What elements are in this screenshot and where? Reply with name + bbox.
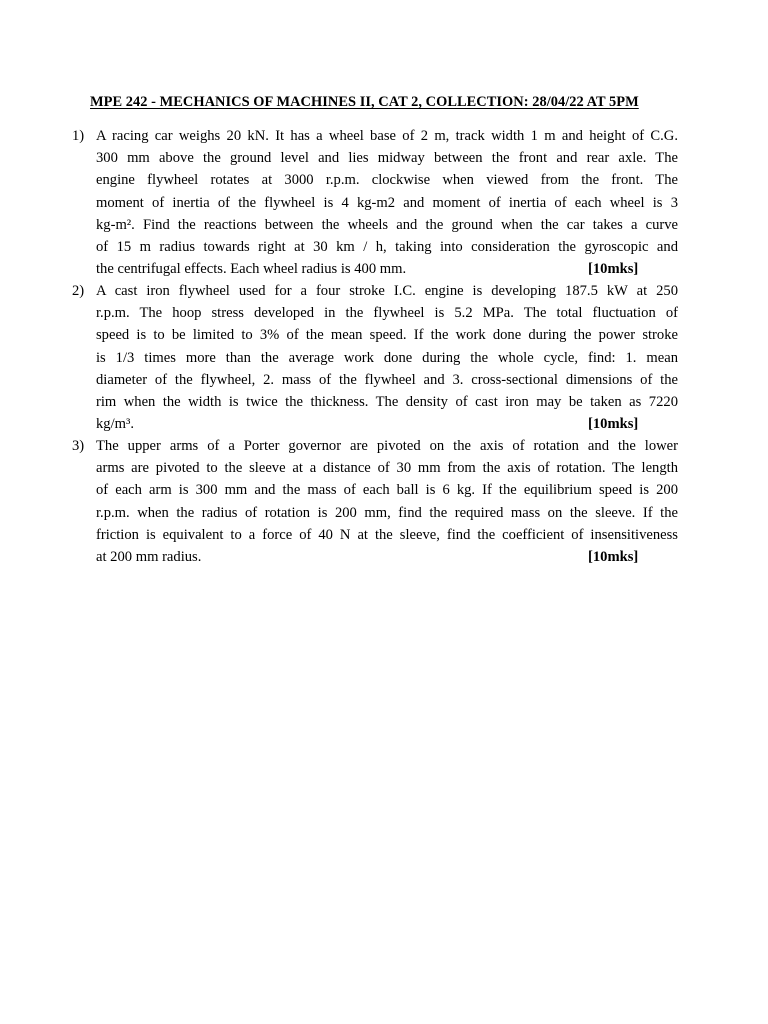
question-number: 1): [72, 128, 85, 144]
question-line: friction is equivalent to a force of 40 N at the sleeve, find the coefficient of insensitiveness: [96, 526, 678, 543]
question-line: arms are pivoted to the sleeve at a distance of 30 mm from the axis of rotation. The length: [96, 460, 678, 477]
question-line: diameter of the flywheel, 2. mass of the flywheel and 3. cross-sectional dimensions of the: [96, 371, 678, 388]
question-last-line: [96, 258, 678, 280]
question-line: kg-m². Find the reactions between the wheels and the ground when the car takes a curve: [96, 216, 678, 233]
question-line: r.p.m. when the radius of rotation is 200 mm, find the required mass on the sleeve. If the: [96, 504, 678, 521]
marks-label: [10mks]: [588, 548, 639, 565]
question-number: 3): [72, 438, 85, 454]
question-body: [96, 125, 678, 280]
question-body: [96, 280, 678, 435]
question-line: of each arm is 300 mm and the mass of each ball is 6 kg. If the equilibrium speed is 200: [96, 482, 678, 499]
question-last-line: [96, 413, 678, 435]
question-line: A cast iron flywheel used for a four stroke I.C. engine is developing 187.5 kW at 250: [96, 283, 678, 299]
marks-label: [10mks]: [588, 261, 639, 278]
question-last-line: [96, 546, 678, 568]
question-line: is 1/3 times more than the average work done during the whole cycle, find: 1. mean: [96, 349, 678, 366]
question-line: The upper arms of a Porter governor are pivoted on the axis of rotation and the lower: [96, 438, 678, 454]
question-number: 2): [72, 283, 85, 299]
question-line: rim when the width is twice the thickness. The density of cast iron may be taken as 7220: [96, 393, 678, 410]
question-line: r.p.m. The hoop stress developed in the flywheel is 5.2 MPa. The total fluctuation of: [96, 305, 678, 322]
marks-label: [10mks]: [588, 416, 639, 433]
question-line: moment of inertia of the flywheel is 4 kg-m2 and moment of inertia of each wheel is 3: [96, 194, 678, 211]
question-body: [96, 435, 678, 568]
question-line: the centrifugal effects. Each wheel radius is 400 mm.: [96, 261, 407, 278]
question-line: kg/m³.: [96, 416, 135, 433]
question-line: A racing car weighs 20 kN. It has a wheel base of 2 m, track width 1 m and height of C.G.: [96, 128, 678, 144]
question-line: engine flywheel rotates at 3000 r.p.m. clockwise when viewed from the front. The: [96, 172, 678, 189]
question-line: speed is to be limited to 3% of the mean speed. If the work done during the power stroke: [96, 327, 678, 344]
question-line: of 15 m radius towards right at 30 km / h, taking into consideration the gyroscopic and: [96, 238, 678, 255]
question-line: at 200 mm radius.: [96, 548, 202, 565]
document-title: MPE 242 - MECHANICS OF MACHINES II, CAT 2, COLLECTION: 28/04/22 AT 5PM: [90, 94, 639, 110]
question-line: 300 mm above the ground level and lies midway between the front and rear axle. The: [96, 150, 678, 167]
